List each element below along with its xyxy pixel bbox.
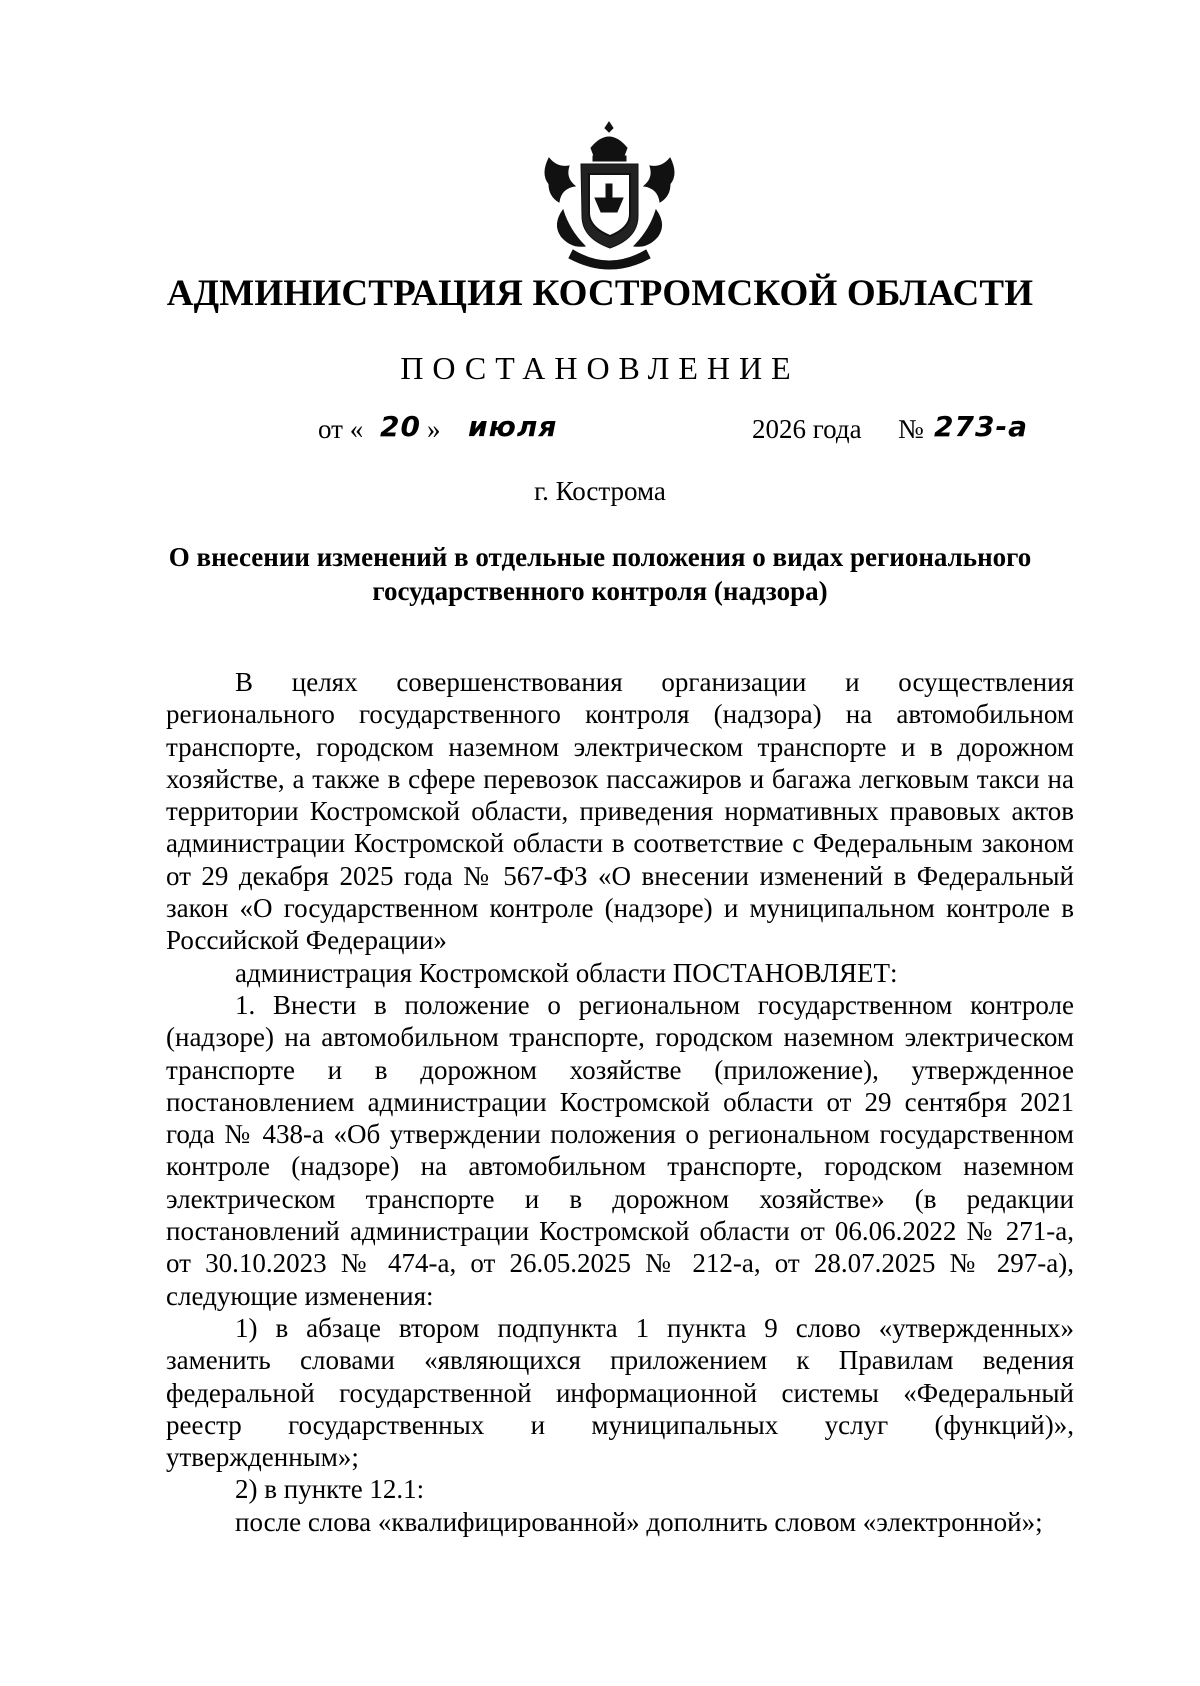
paragraph-subitem-2: 2) в пункте 12.1:: [235, 1474, 425, 1505]
paragraph-resolves: администрация Костромской области ПОСТАНОВЛЯЕТ:: [235, 957, 898, 988]
date-year: 2026 года: [752, 414, 862, 444]
number-sign: №: [898, 414, 924, 444]
date-day-handwritten: 20: [380, 410, 421, 443]
organization-name: АДМИНИСТРАЦИЯ КОСТРОМСКОЙ ОБЛАСТИ: [166, 273, 1034, 314]
city-line: г. Кострома: [534, 476, 666, 506]
document-body: [166, 666, 1074, 1538]
date-close-quote: »: [427, 414, 441, 444]
paragraph-preamble: В целях совершенствования организации и осуществления регионального государственного контроля (надзора) на автомобильном транспорте, городском наземном электрическом транспорте и в дорожном хозяйстве, а также в сфере перевозок пассажиров и багажа легковым такси на территории Костромской области, приведения нормативных правовых актов администрации Костромской области в соответствие с Федеральным законом от 29 декабря 2025 года № 567-ФЗ «О внесении изменений в Федеральный закон «О государственном контроле (надзоре) и муниципальном контроле в Российской Федерации»: [166, 667, 1074, 956]
paragraph-item-1: 1. Внести в положение о региональном государственном контроле (надзоре) на автомобильном транспорте, городском наземном электрическом транспорте и в дорожном хозяйстве (приложение), утвержденное постановлением администрации Костромской области от 29 сентября 2021 года № 438-а «Об утверждении положения о региональном государственном контроле (надзоре) на автомобильном транспорте, городском наземном электрическом транспорте и в дорожном хозяйстве» (в редакции постановлений администрации Костромской области от 06.06.2022 № 271-а, от 30.10.2023 № 474-а, от 26.05.2025 № 212-а, от 28.07.2025 № 297-а), следующие изменения:: [166, 989, 1074, 1311]
date-prefix: от «: [318, 414, 364, 444]
paragraph-subitem-1: 1) в абзаце втором подпункта 1 пункта 9 слово «утвержденных» заменить словами «являющихся приложением к Правилам ведения федеральной государственной информационной системы «Федеральный реестр государственных и муниципальных услуг (функций)», утвержденным»;: [166, 1312, 1074, 1473]
coat-of-arms-icon: [543, 118, 676, 272]
document-type: ПОСТАНОВЛЕНИЕ: [400, 350, 800, 386]
document-title: О внесении изменений в отдельные положения о видах регионального государственного контроля (надзора): [168, 542, 1032, 606]
date-month-handwritten: июля: [468, 410, 558, 443]
paragraph-subitem-2-text: после слова «квалифицированной» дополнить словом «электронной»;: [235, 1506, 1043, 1537]
document-number-handwritten: 273-а: [934, 410, 1028, 443]
